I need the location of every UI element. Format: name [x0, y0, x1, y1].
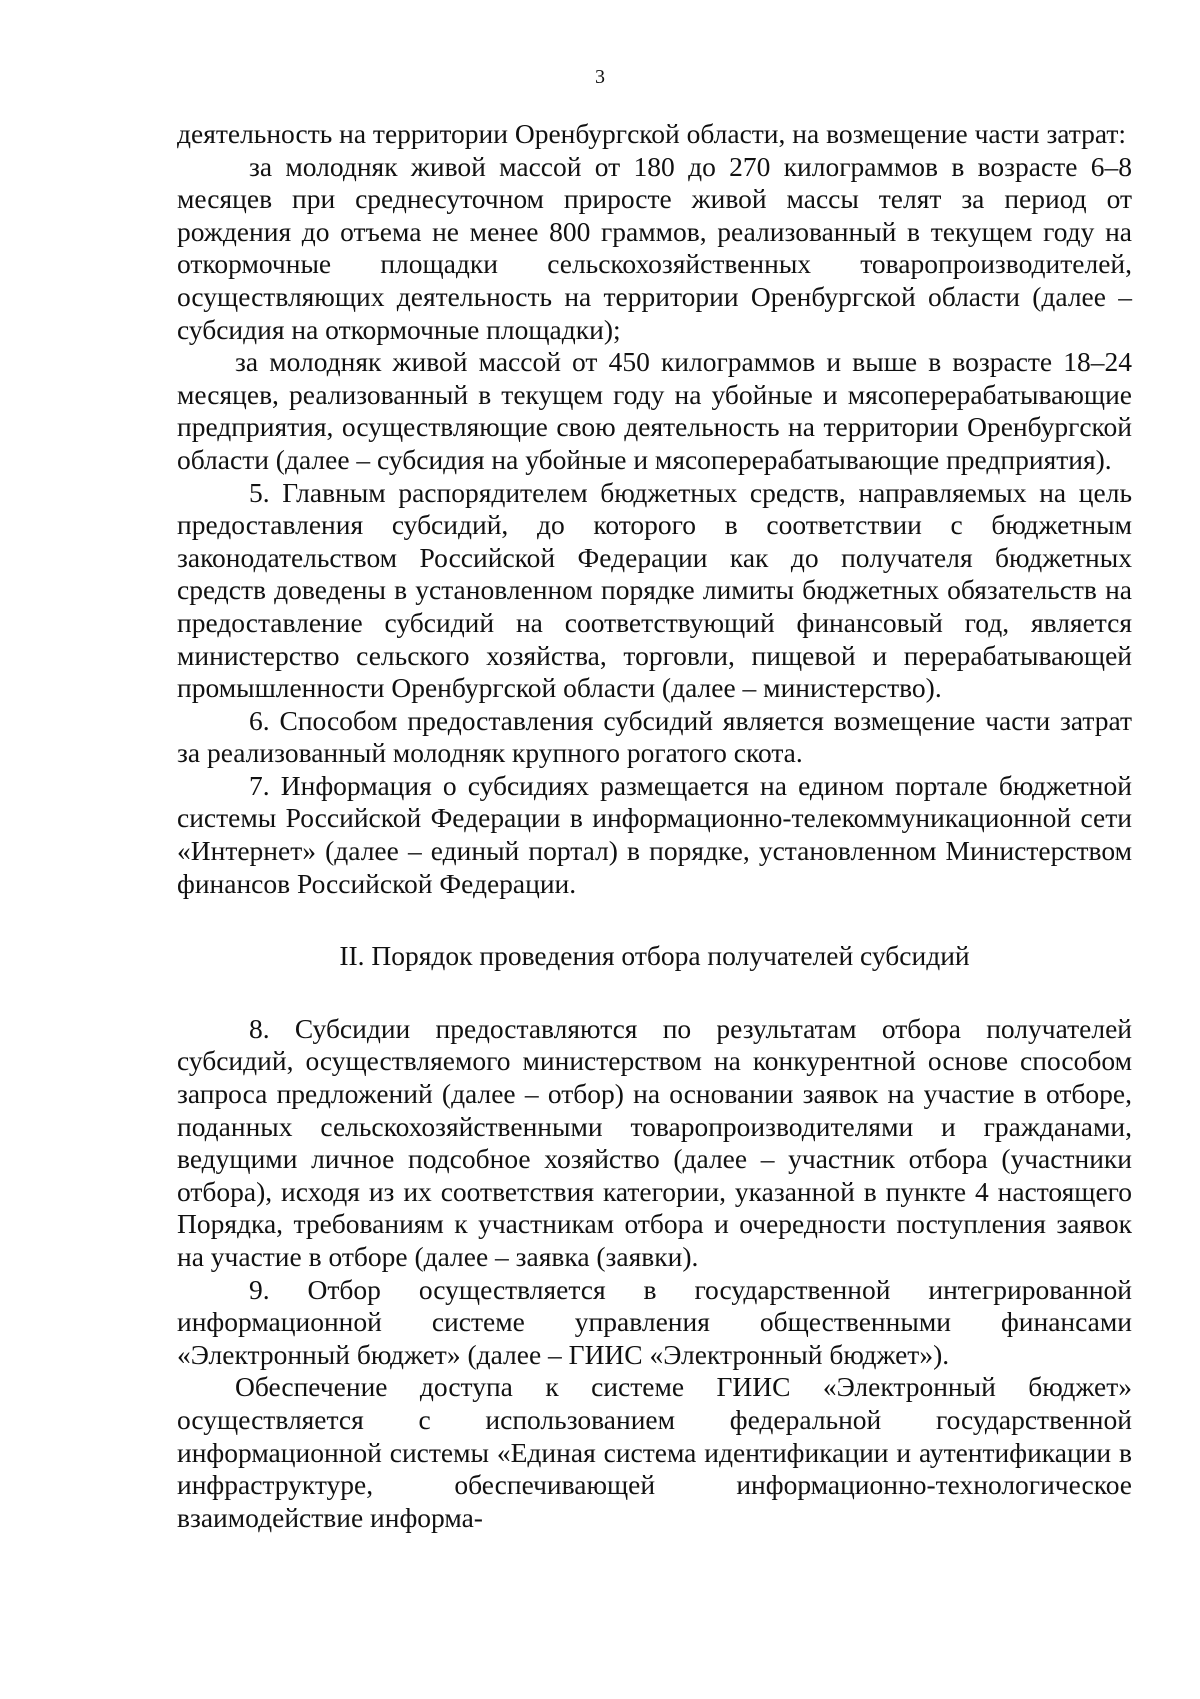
section-heading: II. Порядок проведения отбора получателей субсидий: [339, 940, 970, 972]
paragraph-access: Обеспечение доступа к системе ГИИС «Электронный бюджет» осуществляется с использованием федеральной государственной информационной системы «Единая система идентификации и аутентификации в инфраструктуре, обеспечивающей информационно-технологическое взаимодействие информа-: [177, 1371, 1132, 1533]
paragraph-item-5: 5. Главным распорядителем бюджетных средств, направляемых на цель предоставления субсидий, до которого в соответствии с бюджетным законодательством Российской Федерации как до получателя бюджетных средств доведены в установленном порядке лимиты бюджетных обязательств на предоставление субсидий на соответствующий финансовый год, является министерство сельского хозяйства, торговли, пищевой и перерабатывающей промышленности Оренбургской области (далее – министерство).: [177, 476, 1132, 704]
paragraph-item-8: 8. Субсидии предоставляются по результатам отбора получателей субсидий, осуществляемого министерством на конкурентной основе способом запроса предложений (далее – отбор) на основании заявок на участие в отборе, поданных сельскохозяйственными товаропроизводителями и гражданами, ведущими личное подсобное хозяйство (далее – участник отбора (участники отбора), исходя из их соответствия категории, указанной в пункте 4 настоящего Порядка, требованиям к участникам отбора и очередности поступления заявок на участие в отборе (далее – заявка (заявки).: [177, 1012, 1132, 1272]
paragraph-subsidy-slaughterhouses: за молодняк живой массой от 450 килограммов и выше в возрасте 18–24 месяцев, реализованный в текущем году на убойные и мясоперерабатывающие предприятия, осуществляющие свою деятельность на территории Оренбургской области (далее – субсидия на убойные и мясоперерабатывающие предприятия).: [177, 346, 1132, 475]
paragraph-subsidy-feedlots: за молодняк живой массой от 180 до 270 килограммов в возрасте 6–8 месяцев при среднесуточном приросте живой массы телят за период от рождения до отъема не менее 800 граммов, реализованный в текущем году на откормочные площадки сельскохозяйственных товаропроизводителей, осуществляющих деятельность на территории Оренбургской области (далее – субсидия на откормочные площадки);: [177, 150, 1132, 345]
paragraph-item-6: 6. Способом предоставления субсидий является возмещение части затрат за реализованный молодняк крупного рогатого скота.: [177, 704, 1132, 769]
document-body: [177, 118, 1132, 1534]
page-number: 3: [595, 66, 605, 88]
paragraph-continuation: деятельность на территории Оренбургской области, на возмещение части затрат:: [177, 118, 1127, 149]
paragraph-item-7: 7. Информация о субсидиях размещается на едином портале бюджетной системы Российской Федерации в информационно-телекоммуникационной сети «Интернет» (далее – единый портал) в порядке, установленном Министерством финансов Российской Федерации.: [177, 769, 1132, 899]
paragraph-item-9: 9. Отбор осуществляется в государственной интегрированной информационной системе управления общественными финансами «Электронный бюджет» (далее – ГИИС «Электронный бюджет»).: [177, 1273, 1132, 1370]
